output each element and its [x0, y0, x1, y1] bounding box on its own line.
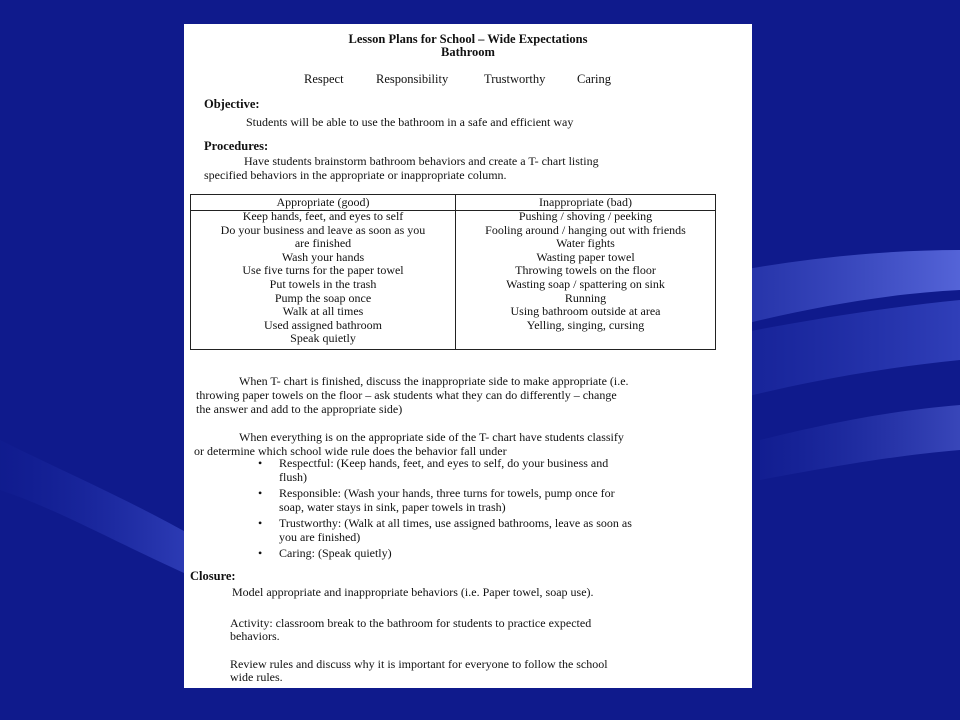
- inappropriate-item: Wasting soap / spattering on sink: [506, 276, 665, 291]
- appropriate-item: Keep hands, feet, and eyes to self: [242, 209, 404, 223]
- appropriate-header: Appropriate (good): [276, 195, 370, 209]
- appropriate-item: Walk at all times: [282, 304, 364, 319]
- inappropriate-item: Running: [564, 290, 607, 305]
- bullet-line: Trustworthy: (Walk at all times, use assigned bathrooms, leave as soon as: [279, 516, 632, 530]
- objective-text: Students will be able to use the bathroom in a safe and efficient way: [246, 115, 574, 129]
- inappropriate-item: Yelling, singing, cursing: [526, 317, 645, 332]
- procedures-heading: Procedures:: [204, 139, 269, 153]
- bullet-line: Respectful: (Keep hands, feet, and eyes to self, do your business and: [279, 456, 609, 470]
- appropriate-item: Speak quietly: [290, 331, 356, 346]
- appropriate-item: Wash your hands: [281, 249, 365, 264]
- value-respect: Respect: [304, 72, 344, 86]
- closure-item3-line1: Review rules and discuss why it is important for everyone to follow the school: [230, 657, 608, 671]
- rule-classification-list: [254, 457, 714, 564]
- document-subtitle: Bathroom: [441, 45, 495, 59]
- appropriate-item: Put towels in the trash: [269, 276, 377, 291]
- bullet-icon: •: [258, 456, 263, 470]
- appropriate-item: Pump the soap once: [274, 290, 372, 305]
- t-chart: [190, 194, 716, 350]
- paragraph1-line3: the answer and add to the appropriate side): [196, 402, 403, 416]
- list-item: [254, 517, 714, 544]
- list-item: [254, 547, 714, 561]
- appropriate-item: Used assigned bathroom: [264, 317, 382, 332]
- closure-item2-line1: Activity: classroom break to the bathroom for students to practice expected: [230, 616, 592, 630]
- bullet-line: Responsible: (Wash your hands, three turns for towels, pump once for: [279, 486, 615, 500]
- appropriate-item: Do your business and leave as soon as you: [220, 222, 426, 237]
- closure-heading: Closure:: [190, 569, 236, 583]
- appropriate-column: [191, 195, 455, 346]
- list-item: [254, 457, 714, 484]
- bullet-icon: •: [258, 516, 263, 530]
- procedures-text-line1: Have students brainstorm bathroom behaviors and create a T- chart listing: [244, 154, 599, 168]
- list-item: [254, 487, 714, 514]
- closure-item3-line2: wide rules.: [230, 670, 283, 684]
- bullet-line: soap, water stays in sink, paper towels in trash): [279, 499, 506, 514]
- objective-heading: Objective:: [204, 97, 260, 111]
- inappropriate-item: Water fights: [556, 236, 615, 251]
- bullet-icon: •: [258, 546, 263, 560]
- inappropriate-item: Throwing towels on the floor: [515, 263, 656, 278]
- paragraph2-line1: When everything is on the appropriate side of the T- chart have students classify: [239, 430, 624, 444]
- appropriate-item: are finished: [294, 236, 352, 251]
- inappropriate-item: Using bathroom outside at area: [510, 304, 661, 319]
- value-caring: Caring: [577, 72, 612, 86]
- procedures-text-line2: specified behaviors in the appropriate or inappropriate column.: [204, 168, 507, 182]
- value-responsibility: Responsibility: [376, 72, 449, 86]
- value-trustworthy: Trustworthy: [484, 72, 546, 86]
- paragraph1-line1: When T- chart is finished, discuss the inappropriate side to make appropriate (i.e.: [239, 374, 629, 388]
- paragraph1-line2: throwing paper towels on the floor – ask students what they can do differently – change: [196, 388, 617, 402]
- inappropriate-header: Inappropriate (bad): [539, 195, 632, 209]
- inappropriate-item: Wasting paper towel: [536, 249, 635, 264]
- inappropriate-item: Fooling around / hanging out with friends: [485, 222, 686, 237]
- lesson-plan-document: [184, 24, 752, 688]
- bullet-line: you are finished): [279, 529, 361, 544]
- appropriate-item: Use five turns for the paper towel: [242, 263, 404, 278]
- closure-item1: Model appropriate and inappropriate behaviors (i.e. Paper towel, soap use).: [232, 585, 594, 599]
- bullet-icon: •: [258, 486, 263, 500]
- bullet-line: Caring: (Speak quietly): [279, 546, 392, 560]
- paragraph2-line2: or determine which school wide rule does the behavior fall under: [194, 444, 507, 458]
- closure-item2-line2: behaviors.: [230, 629, 280, 643]
- inappropriate-item: Pushing / shoving / peeking: [518, 209, 653, 223]
- document-title: Lesson Plans for School – Wide Expectations: [348, 32, 588, 46]
- inappropriate-column: [456, 195, 715, 332]
- bullet-line: flush): [279, 469, 307, 484]
